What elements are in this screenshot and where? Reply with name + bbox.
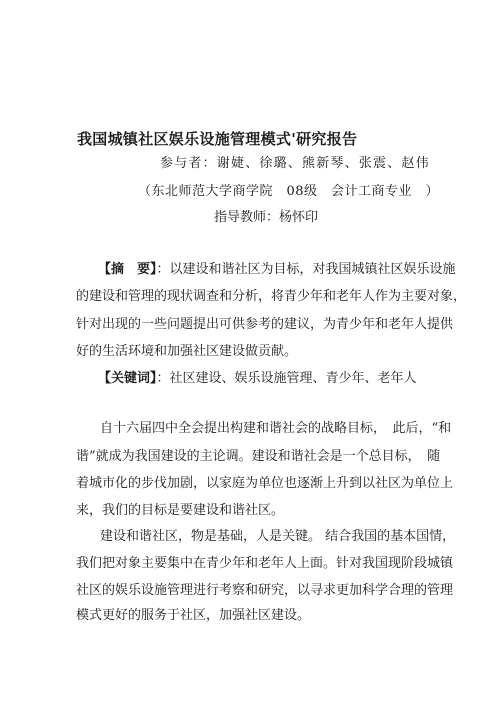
abstract-text-line: 的建设和管理的现状调查和分析，将青少年和老年人作为主要对象， [76, 289, 467, 304]
affiliation-line: （东北师范大学商学院 08级 会计工商专业 ） [138, 184, 440, 199]
body-paragraph-2-line: 社区的娱乐设施管理进行考察和研究，以寻求更加科学合理的管理 [76, 583, 454, 598]
keywords-label: 【关键词】 [98, 371, 157, 386]
body-paragraph-2-line: 模式更好的服务于社区，加强社区建设。 [76, 608, 311, 623]
document-title: 我国城镇社区娱乐设施管理模式'研究报告 [77, 130, 358, 148]
abstract-first-line [98, 262, 456, 278]
body-paragraph-1-line: 自十六届四中全会提出构建和谐社会的战略目标， 此后，“和 [100, 421, 452, 436]
body-paragraph-1-line: 着城市化的步伐加剧，以家庭为单位也逐渐上升到以社区为单位上 [76, 476, 454, 491]
keywords-line [98, 371, 417, 387]
authors-line: 参与者：谢婕、徐璐、熊新琴、张震、赵伟 [160, 156, 430, 171]
advisor-line: 指导教师：杨怀印 [214, 210, 319, 225]
body-paragraph-2-line: 我们把对象主要集中在青少年和老年人上面。针对我国现阶段城镇 [76, 556, 454, 571]
abstract-text-line: 针对出现的一些问题提出可供参考的建议，为青少年和老年人提供 [76, 317, 454, 332]
body-paragraph-1-line: 来，我们的目标是要建设和谐社区。 [76, 503, 285, 518]
keywords-text: ：社区建设、娱乐设施管理、青少年、老年人 [156, 371, 417, 386]
body-paragraph-2-line: 建设和谐社区，物是基础，人是关键。 结合我国的基本国情， [100, 529, 456, 544]
abstract-text-line: 好的生活环境和加强社区建设做贡献。 [76, 344, 298, 359]
abstract-label: 【摘 要】 [98, 262, 157, 277]
body-paragraph-1-line: 谐”就成为我国建设的主论调。建设和谐社会是一个总目标， 随 [76, 449, 441, 464]
abstract-text-line: ：以建设和谐社区为目标，对我国城镇社区娱乐设施 [156, 262, 456, 277]
